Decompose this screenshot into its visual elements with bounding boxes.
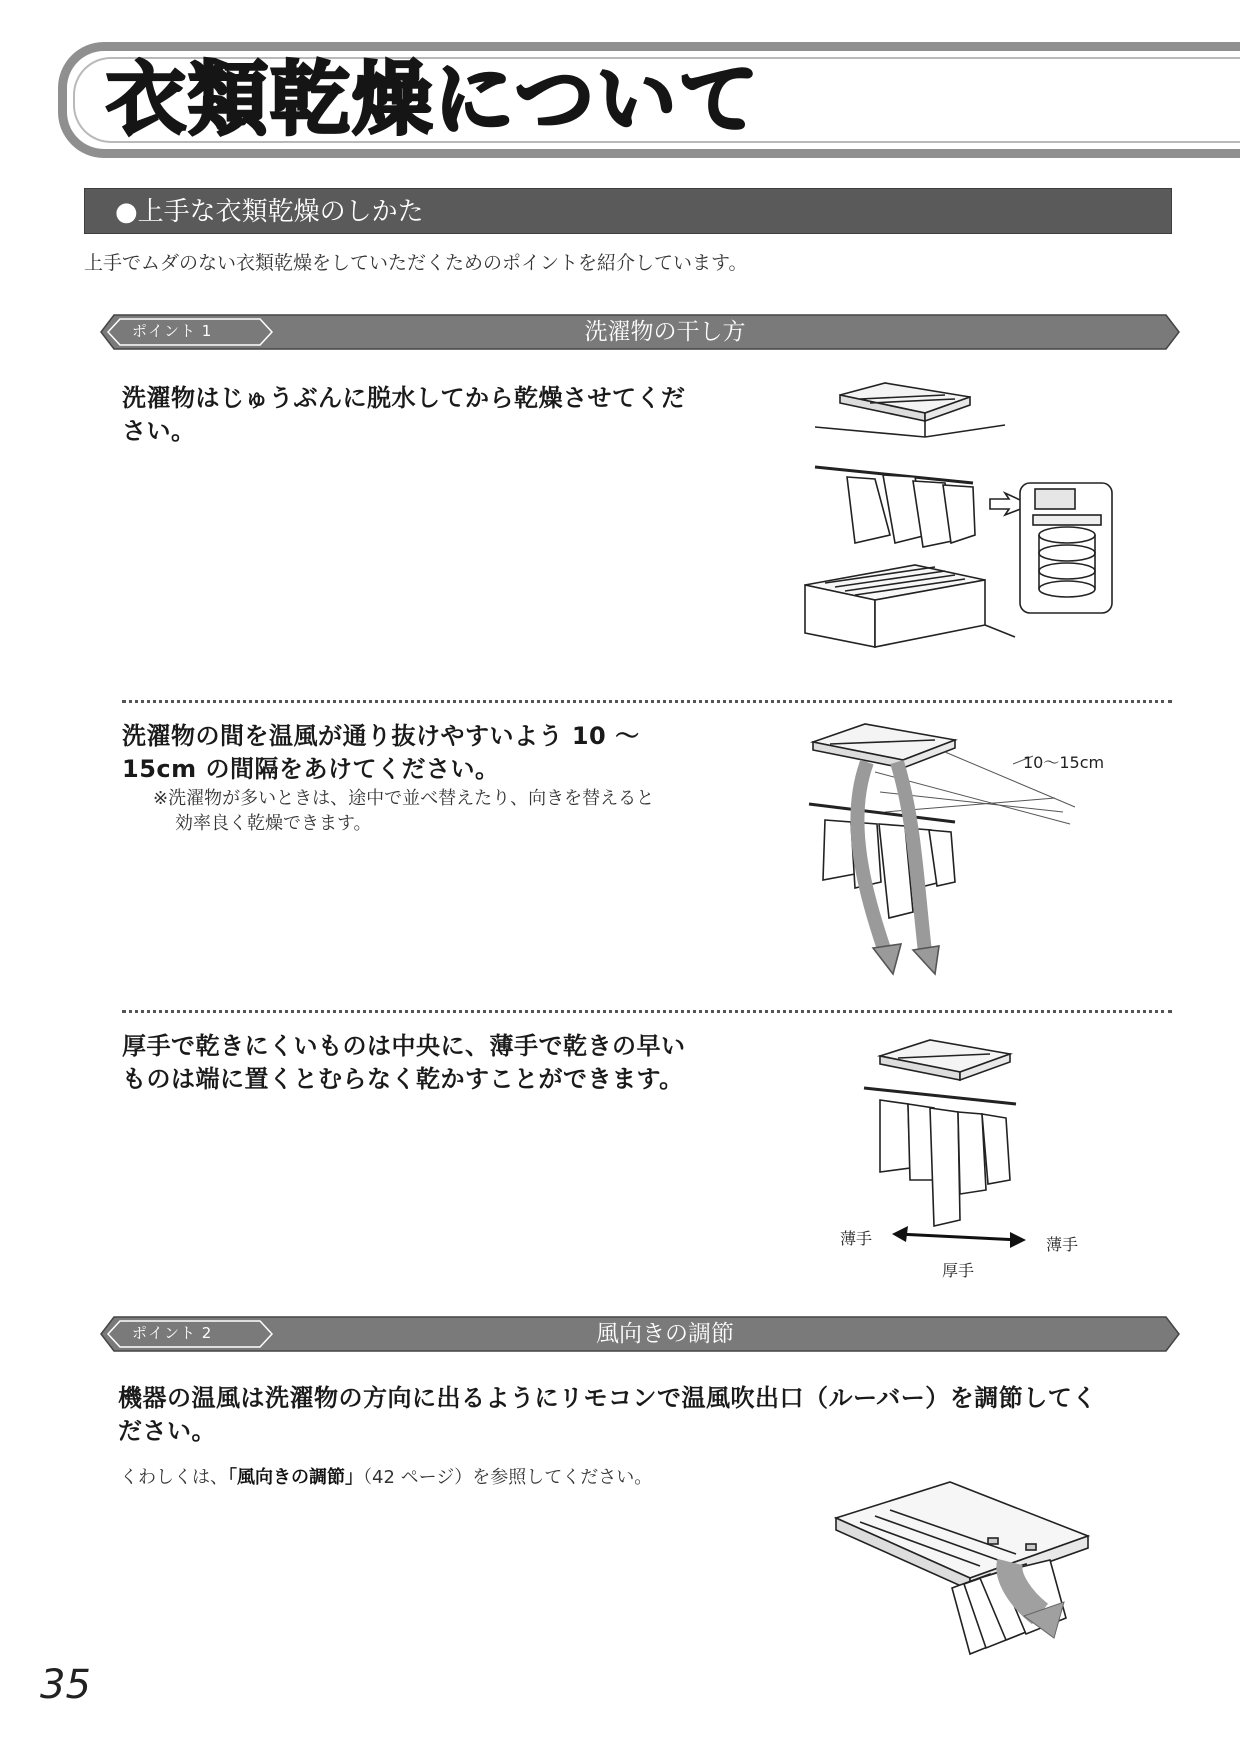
reference-link-text: 「風向きの調節」 — [228, 1467, 363, 1488]
item1-line2: さい。 — [122, 417, 196, 445]
divider-1 — [122, 700, 1172, 703]
louver-illustration — [830, 1478, 1100, 1668]
placement-illustration — [830, 1030, 1100, 1280]
item2-note-line2: 効率良く乾燥できます。 — [175, 813, 372, 834]
section-heading: ●上手な衣類乾燥のしかた — [84, 188, 1172, 234]
reference-suffix: （42 ページ）を参照してください。 — [363, 1467, 653, 1488]
thin-label-right: 薄手 — [1046, 1235, 1079, 1254]
point2-text — [118, 1382, 1097, 1448]
item2-note-line1: ※洗濯物が多いときは、途中で並べ替えたり、向きを替えると — [153, 788, 655, 809]
divider-2 — [122, 1010, 1172, 1013]
thin-label-left: 薄手 — [840, 1229, 873, 1248]
point2-line1: 機器の温風は洗濯物の方向に出るようにリモコンで温風吹出口（ルーバー）を調節してく — [118, 1384, 1097, 1412]
point2-bar — [100, 1316, 1180, 1352]
reference-prefix: くわしくは、 — [120, 1467, 228, 1488]
section-intro: 上手でムダのない衣類乾燥をしていただくためのポイントを紹介しています。 — [84, 252, 748, 274]
item2-line1: 洗濯物の間を温風が通り抜けやすいよう 10 ～ — [122, 722, 640, 750]
point1-tag: ポイント 1 — [132, 322, 213, 340]
page-number: 35 — [40, 1662, 91, 1708]
thick-label-center: 厚手 — [942, 1261, 975, 1280]
item2-note — [153, 786, 654, 836]
point2-tag: ポイント 2 — [132, 1324, 213, 1342]
page-title: 衣類乾燥について — [106, 53, 761, 146]
laundry-drying-illustration — [795, 375, 1125, 650]
spacing-illustration — [805, 712, 1125, 982]
item3-text — [122, 1030, 686, 1096]
item1-line1: 洗濯物はじゅうぶんに脱水してから乾燥させてくだ — [122, 384, 686, 412]
point1-bar — [100, 314, 1180, 350]
item3-line1: 厚手で乾きにくいものは中央に、薄手で乾きの早い — [122, 1032, 686, 1060]
point1-title: 洗濯物の干し方 — [584, 319, 746, 345]
item3-line2: ものは端に置くとむらなく乾かすことができます。 — [122, 1065, 684, 1093]
point2-title: 風向きの調節 — [596, 1321, 734, 1347]
item2-line2: 15cm の間隔をあけてください。 — [122, 755, 500, 783]
point2-reference — [120, 1465, 652, 1491]
item1-text — [122, 382, 686, 448]
spacing-label: 10〜15cm — [1023, 753, 1105, 772]
point2-line2: ださい。 — [118, 1417, 216, 1445]
item2-text — [122, 720, 640, 786]
